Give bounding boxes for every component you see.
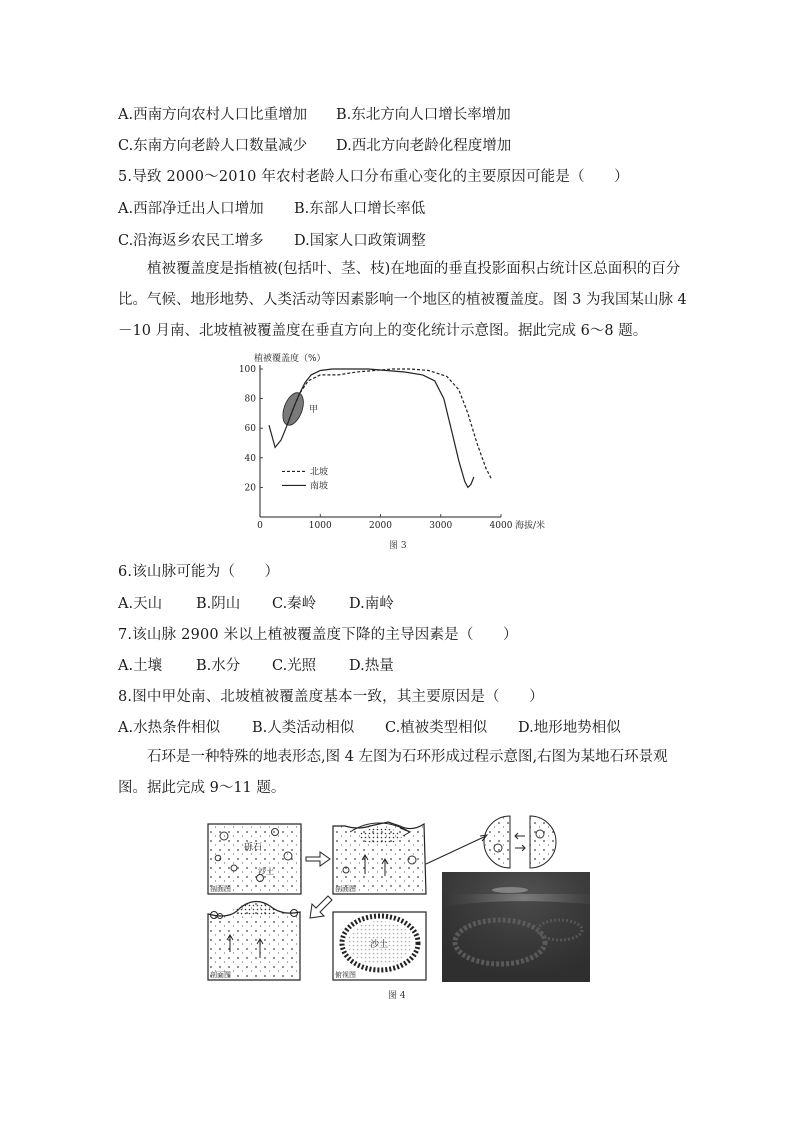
- plan-view-label: 俯视图: [335, 971, 356, 979]
- q4-option-d: D.西北方向老龄化程度增加: [336, 138, 512, 154]
- figure-3-chart: [228, 345, 568, 535]
- q7-option-b: B.水分: [196, 658, 241, 674]
- profile-label-1: 剖面图: [210, 885, 231, 893]
- q5-option-a: A.西部净迁出人口增加: [118, 201, 264, 217]
- x-axis-label: 海拔/米: [515, 521, 546, 531]
- arrow-stage-1-to-2: [306, 852, 330, 866]
- legend-label: 北坡: [310, 467, 329, 478]
- q5-option-d: D.国家人口政策调整: [294, 233, 426, 249]
- gravel-label: 砾石: [244, 843, 263, 853]
- sand-label-1: 沙土: [258, 867, 274, 876]
- q4-option-c: C.东南方向老龄人口数量减少: [118, 138, 308, 154]
- q7-option-c: C.光照: [272, 658, 317, 674]
- q6-option-b: B.阴山: [196, 596, 241, 612]
- q4-option-b: B.东北方向人口增长率增加: [336, 107, 511, 123]
- q7-option-d: D.热量: [349, 658, 394, 674]
- stone-ring-plan-view-panel: [333, 912, 426, 980]
- y-tick-label: 60: [244, 424, 256, 435]
- q8-option-d: D.地形地势相似: [518, 720, 621, 736]
- arrow-stage-2-to-3: [310, 896, 332, 918]
- y-tick-label: 100: [238, 365, 256, 375]
- y-axis-label: 植被覆盖度（%）: [254, 354, 326, 364]
- stone-ring-detail-circles: [426, 816, 556, 868]
- q8-option-b: B.人类活动相似: [252, 720, 355, 736]
- stone-ring-stage-2-panel: [333, 822, 426, 894]
- series-line-1: [269, 369, 474, 487]
- marker-jia-label: 甲: [309, 404, 319, 415]
- profile-label-3: 剖面图: [210, 971, 231, 979]
- q8-option-a: A.水热条件相似: [118, 720, 221, 736]
- q6-option-d: D.南岭: [349, 596, 394, 612]
- y-tick-label: 20: [244, 483, 256, 494]
- x-tick-label: 3000: [429, 521, 453, 531]
- y-tick-label: 40: [244, 453, 256, 464]
- profile-label-2: 剖面图: [335, 885, 356, 893]
- q5-stem: 5.导致 2000～2010 年农村老龄人口分布重心变化的主要原因可能是（ ）: [118, 169, 629, 185]
- q8-option-c: C.植被类型相似: [385, 720, 488, 736]
- passage-vegetation: [118, 254, 688, 347]
- series-line-2: [287, 369, 492, 480]
- q6-stem: 6.该山脉可能为（ ）: [118, 564, 280, 580]
- figure-4-caption: 图 4: [388, 991, 406, 1001]
- q5-option-c: C.沿海返乡农民工增多: [118, 233, 264, 249]
- figure-4: [200, 812, 595, 1002]
- x-tick-label: 4000: [489, 521, 513, 531]
- q6-option-a: A.天山: [118, 596, 163, 612]
- legend-label: 南坡: [310, 481, 329, 492]
- q7-stem: 7.该山脉 2900 米以上植被覆盖度下降的主导因素是（ ）: [118, 627, 518, 643]
- stone-ring-stage-3-panel: [208, 901, 300, 980]
- x-tick-label: 0: [257, 521, 263, 531]
- passage-vegetation-text: 植被覆盖度是指植被(包括叶、茎、枝)在地面的垂直投影面积占统计区总面积的百分比。气候、地形地势、人类活动等因素影响一个地区的植被覆盖度。图 3 为我国某山脉 4－10 月南、北坡植被覆盖度在垂直方向上的变化统计示意图。据此完成 6～8 题。: [118, 261, 687, 339]
- passage-stone-ring-text: 石环是一种特殊的地表形态,图 4 左图为石环形成过程示意图,右图为某地石环景观图。据此完成 9～11 题。: [118, 749, 668, 796]
- figure-3-caption: 图 3: [389, 541, 407, 551]
- sand-label-plan: 沙土: [370, 940, 389, 950]
- q8-stem: 8.图中甲处南、北坡植被覆盖度基本一致，其主要原因是（ ）: [118, 689, 544, 705]
- passage-stone-ring: [118, 742, 688, 804]
- q4-option-a: A.西南方向农村人口比重增加: [118, 107, 308, 123]
- x-tick-label: 1000: [308, 521, 332, 531]
- q7-option-a: A.土壤: [118, 658, 163, 674]
- stone-ring-landscape-photo: [442, 872, 590, 982]
- q6-option-c: C.秦岭: [272, 596, 317, 612]
- stone-ring-stage-1-panel: [208, 824, 301, 894]
- q5-option-b: B.东部人口增长率低: [294, 201, 426, 217]
- x-tick-label: 2000: [369, 521, 392, 531]
- y-tick-label: 80: [244, 394, 256, 405]
